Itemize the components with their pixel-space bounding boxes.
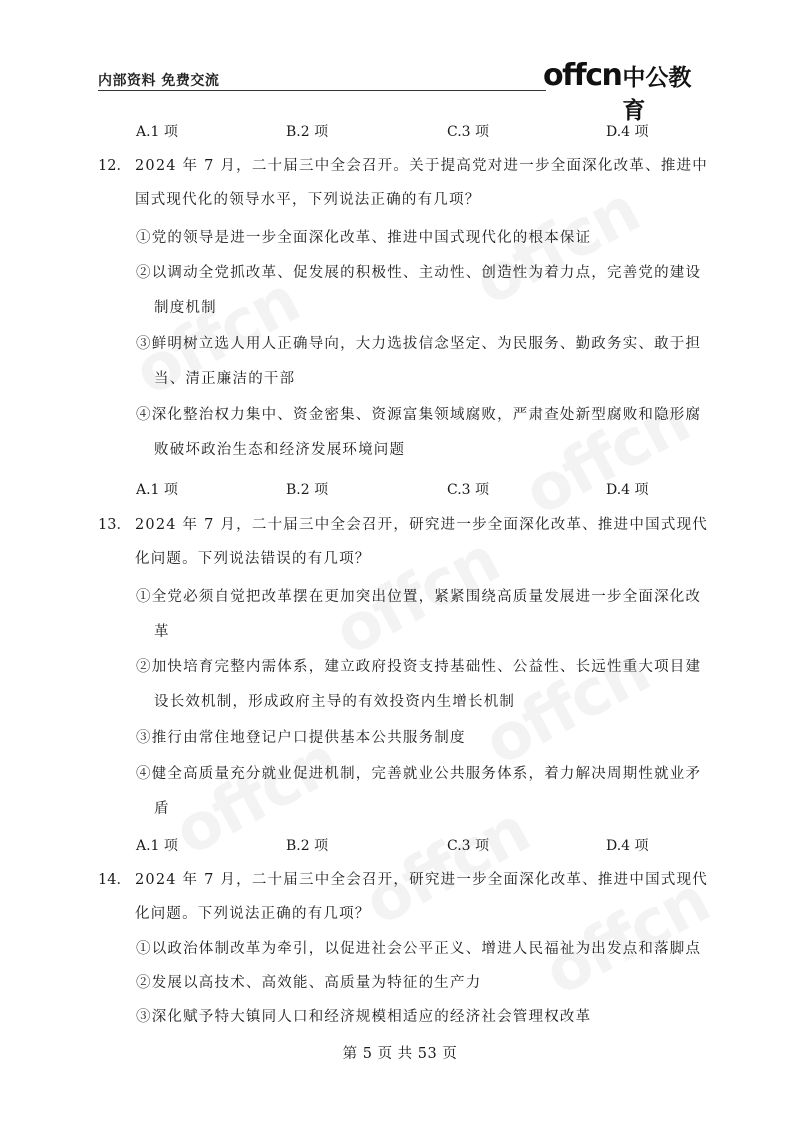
option-b: B.2 项 [286,482,329,498]
statement-item: ③推行由常住地登记户口提供基本公共服务制度 [136,730,466,746]
statement-item: ④深化整治权力集中、资金密集、资源富集领域腐败，严肃查处新型腐败和隐形腐败破坏政治生态和经济发展环境问题 [136,407,702,458]
logo-latin-text: offcn [543,58,622,93]
options-row [136,121,736,145]
statement-item: ②加快培育完整内需体系，建立政府投资支持基础性、公益性、长远性重大项目建设长效机制，形成政府主导的有效投资内生增长机制 [136,659,702,710]
option-a: A.1 项 [136,838,178,854]
logo-chinese-text: 中公教育 [622,65,692,124]
option-c: C.3 项 [447,482,490,498]
statement-item: ①以政治体制改革为牵引，以促进社会公平正义、增进人民福祉为出发点和落脚点 [136,941,702,957]
question-stem: 2024 年 7 月，二十届三中全会召开。关于提高党对进一步全面深化改革、推进中国式现代化的领导水平，下列说法正确的有几项？ [135,158,708,208]
statement-item: ①党的领导是进一步全面深化改革、推进中国式现代化的根本保证 [136,230,592,246]
options-row [136,479,736,503]
statement-item: ④健全高质量充分就业促进机制，完善就业公共服务体系，着力解决周期性就业矛盾 [136,766,702,817]
question-12 [98,149,708,217]
question-stem: 2024 年 7 月，二十届三中全会召开，研究进一步全面深化改革、推进中国式现代化问题。下列说法正确的有几项？ [135,872,708,922]
option-d: D.4 项 [606,124,649,140]
options-row [136,835,736,859]
option-a: A.1 项 [136,124,178,140]
option-a: A.1 项 [136,482,178,498]
header-left-text: 内部资料 免费交流 [98,73,220,89]
option-d: D.4 项 [606,838,649,854]
statement-item: ③鲜明树立选人用人正确导向，大力选拔信念坚定、为民服务、勤政务实、敢于担当、清正廉洁的干部 [136,336,702,387]
option-c: C.3 项 [447,124,490,140]
statement-item: ①全党必须自觉把改革摆在更加突出位置，紧紧围绕高质量发展进一步全面深化改革 [136,589,702,640]
header-rule [98,90,546,91]
page-header [98,58,708,124]
option-d: D.4 项 [606,482,649,498]
offcn-logo [543,58,708,124]
statement-item: ②以调动全党抓改革、促发展的积极性、主动性、创造性为着力点，完善党的建设制度机制 [136,265,702,316]
question-13 [98,508,708,576]
option-c: C.3 项 [447,838,490,854]
question-14 [98,863,708,931]
question-number: 13． [98,517,131,533]
option-b: B.2 项 [286,838,329,854]
question-number: 12． [98,158,131,174]
question-number: 14． [98,872,131,888]
statement-item: ③深化赋予特大镇同人口和经济规模相适应的经济社会管理权改革 [136,1009,592,1025]
statement-item: ②发展以高技术、高效能、高质量为特征的生产力 [136,975,482,991]
question-stem: 2024 年 7 月，二十届三中全会召开，研究进一步全面深化改革、推进中国式现代化问题。下列说法错误的有几项？ [135,517,708,567]
option-b: B.2 项 [286,124,329,140]
page-footer: 第 5 页 共 53 页 [342,1046,458,1062]
